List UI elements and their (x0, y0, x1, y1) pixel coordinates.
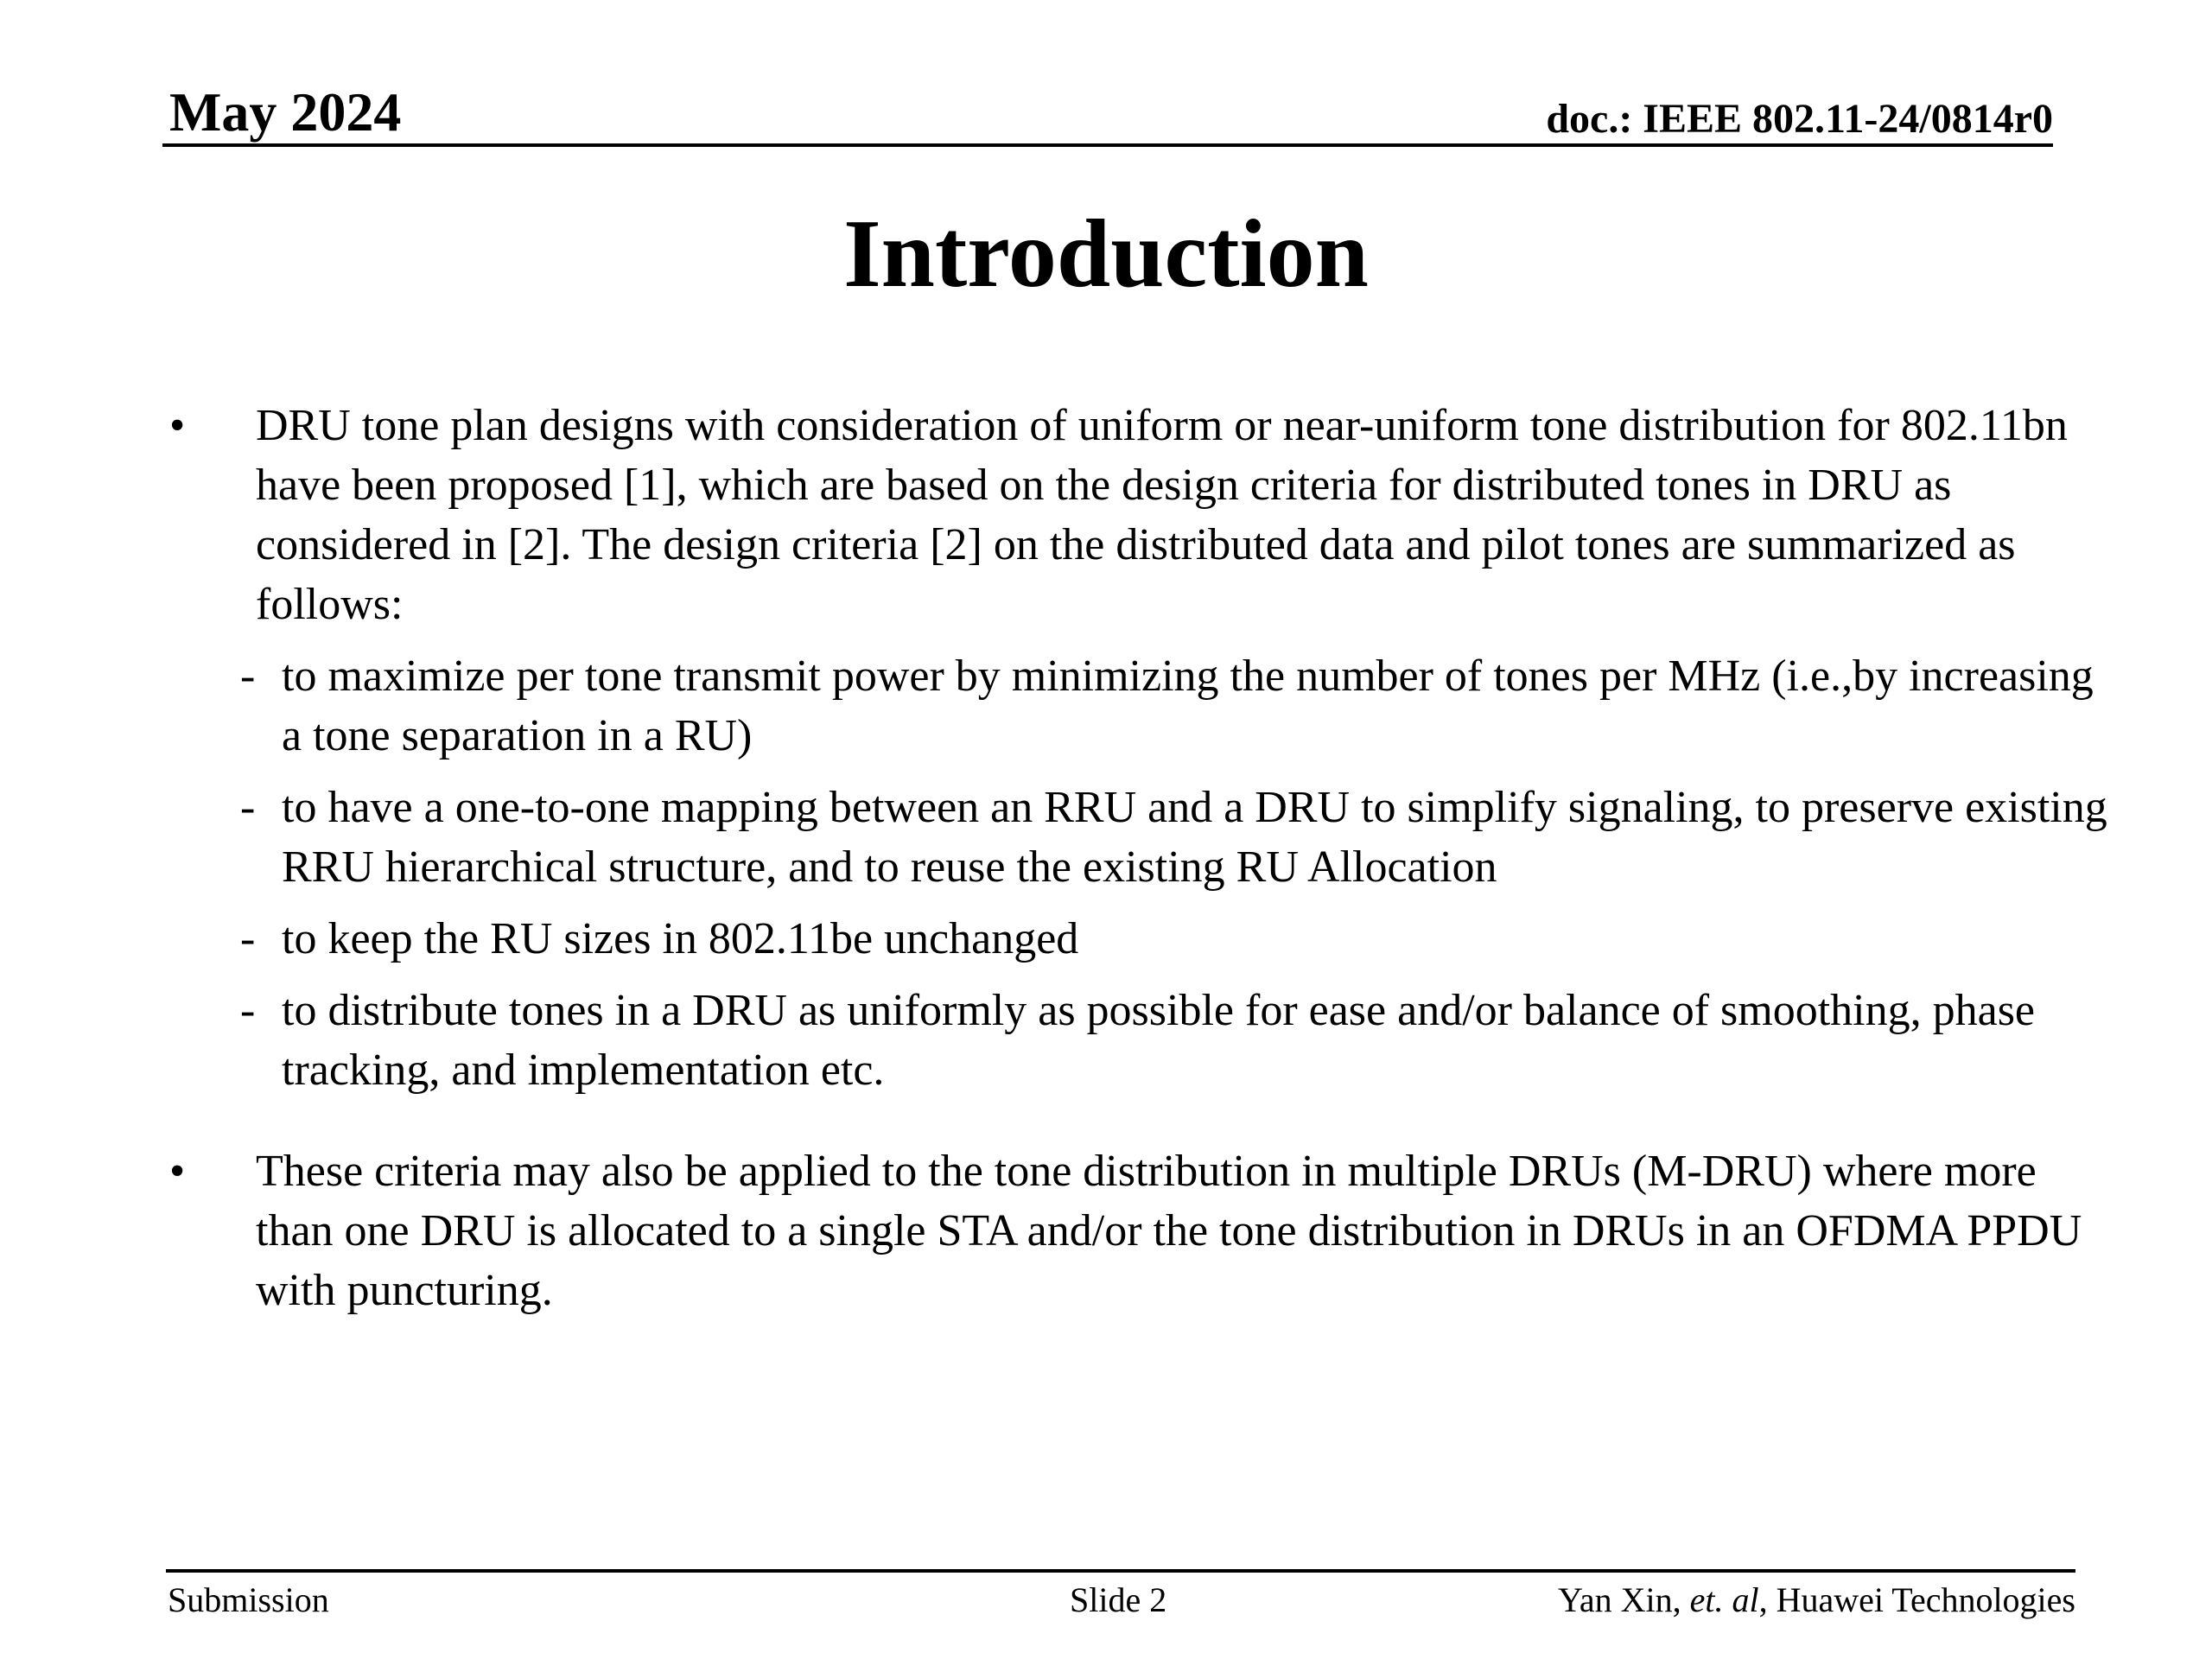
sub-item-4 (169, 981, 2113, 1100)
header-doc-id: doc.: IEEE 802.11-24/0814r0 (1546, 96, 2053, 142)
bullet-item-2 (169, 1141, 2113, 1320)
sub-item-2 (169, 778, 2113, 897)
bullet-text: DRU tone plan designs with consideration of uniform or near-uniform tone distribution for 802.11bn have been proposed [1], which are based on the design criteria for distributed tones in DRU as considered in [2]. The design criteria [2] on the distributed data and pilot tones are summarized as follows: (256, 401, 2068, 629)
footer-author-name: Yan Xin, (1558, 1580, 1690, 1619)
header-divider (162, 143, 2053, 147)
sub-item-text: to maximize per tone transmit power by minimizing the number of tones per MHz (i.e.,by increasing a tone separation in a RU) (282, 652, 2094, 760)
footer-author-etal: et. al (1689, 1580, 1759, 1619)
bullet-text: These criteria may also be applied to the tone distribution in multiple DRUs (M-DRU) where more than one DRU is allocated to a single STA and/or the tone distribution in DRUs in an OFDMA PPDU with puncturing. (256, 1147, 2082, 1315)
bullet-item-1 (169, 396, 2113, 634)
sub-item-marker: - (240, 783, 256, 832)
footer-submission: Submission (168, 1580, 329, 1619)
header-date: May 2024 (169, 81, 402, 143)
footer-slide-number: Slide 2 (1070, 1580, 1167, 1619)
bullet-marker: • (169, 401, 186, 450)
footer-divider (166, 1569, 2075, 1573)
footer-author-org: , Huawei Technologies (1758, 1580, 2075, 1619)
bullet-marker: • (169, 1147, 186, 1196)
slide-body (169, 396, 2113, 1320)
sub-item-text: to have a one-to-one mapping between an RRU and a DRU to simplify signaling, to preserve existing RRU hierarchical structure, and to reuse the existing RU Allocation (282, 783, 2107, 892)
sub-item-text: to keep the RU sizes in 802.11be unchanged (282, 914, 1079, 963)
footer-author (1558, 1580, 2075, 1621)
sub-item-marker: - (240, 914, 256, 963)
sub-item-marker: - (240, 986, 256, 1035)
sub-item-3 (169, 909, 2113, 969)
sub-item-text: to distribute tones in a DRU as uniformly as possible for ease and/or balance of smoothing, phase tracking, and implementation etc. (282, 986, 2036, 1095)
sub-item-1 (169, 646, 2113, 766)
slide-title: Introduction (843, 200, 1369, 308)
sub-item-marker: - (240, 652, 256, 701)
